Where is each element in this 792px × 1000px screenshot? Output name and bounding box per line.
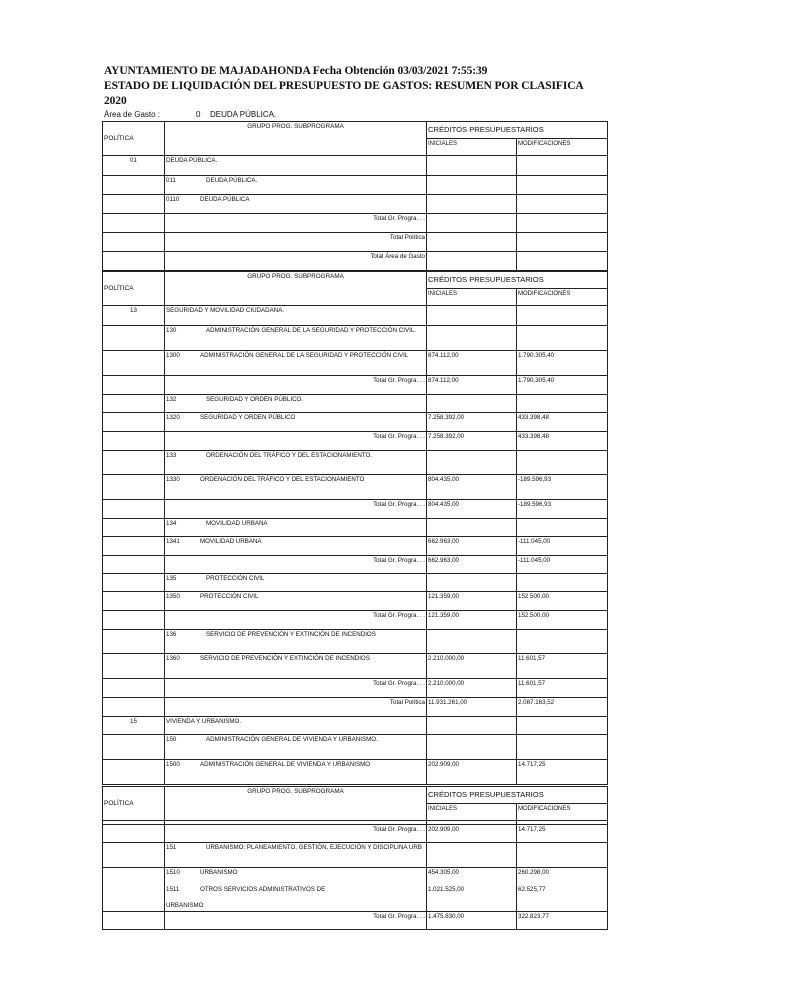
total-gr-progra-label: Total Gr. Progra. . .: [165, 679, 427, 698]
area-gasto: [104, 110, 277, 119]
subprograma-name: SERVICIO DE PREVENCIÓN Y EXTINCIÓN DE INCENDIOS: [200, 655, 370, 662]
table-row: [103, 717, 608, 735]
iniciales-value: 2.210.000,00: [427, 654, 517, 679]
col-header-creditos: CRÉDITOS PRESUPUESTARIOS: [427, 272, 608, 289]
iniciales-value: 121.359,00: [427, 592, 517, 611]
total-modificaciones-value: -189.596,93: [517, 500, 608, 519]
subprograma-code: 1350: [166, 593, 180, 600]
total-iniciales-value: 874.112,00: [427, 376, 517, 395]
report-title-year: 2020: [104, 95, 127, 107]
table-row: [103, 912, 608, 930]
grupo-name: SEGURIDAD Y ORDEN PÚBLICO.: [206, 396, 304, 403]
list-item: [166, 886, 425, 894]
table-row: [103, 500, 608, 519]
modificaciones-value: 152.500,00: [517, 592, 608, 611]
table-row: [103, 654, 608, 679]
total-gr-progra-label: Total Gr. Progra. . .: [165, 214, 427, 233]
col-header-politica: POLÍTICA: [103, 787, 165, 821]
table-row: [103, 574, 608, 592]
table-row: [103, 868, 608, 912]
subprograma-code: 1330: [166, 476, 180, 483]
table-row: [103, 395, 608, 413]
table-row: [103, 233, 608, 252]
grupo-code: 132: [166, 396, 177, 403]
total-iniciales-value: 2.210.000,00: [427, 679, 517, 698]
report-title-line2: ESTADO DE LIQUIDACIÓN DEL PRESUPUESTO DE GASTOS: RESUMEN POR CLASIFICA: [104, 80, 584, 92]
modificaciones-value: 1.790.305,40: [517, 351, 608, 376]
col-header-creditos: CRÉDITOS PRESUPUESTARIOS: [427, 787, 608, 804]
total-iniciales-value: 202.909,00: [427, 825, 517, 843]
col-header-iniciales: INICIALES: [427, 139, 517, 156]
total-politica-iniciales: 11.931.261,00: [427, 698, 517, 717]
grupo-code: 136: [166, 631, 177, 638]
total-politica-label: Total Política: [165, 233, 427, 252]
modificaciones-value: 11.601,57: [517, 654, 608, 679]
total-modificaciones-value: 322.823,77: [517, 912, 608, 930]
grupo-code: 133: [166, 452, 177, 459]
table-row: [103, 519, 608, 537]
table-row: [103, 432, 608, 451]
budget-table-2: [102, 271, 608, 785]
total-politica-modificaciones: 2.087.163,52: [517, 698, 608, 717]
modificaciones-value: 14.717,25: [517, 760, 608, 785]
list-item: [166, 869, 425, 877]
table-row: [103, 195, 608, 214]
col-header-modificaciones: MODIFICACIONES: [517, 289, 608, 306]
table-row: [103, 611, 608, 630]
grupo-name: URBANISMO: PLANEAMIENTO, GESTIÓN, EJECUCIÓN Y DISCIPLINA URB: [206, 844, 422, 851]
grupo-code: 150: [166, 736, 177, 743]
subprograma-code: 0110: [166, 196, 180, 203]
grupo-name: ADMINISTRACIÓN GENERAL DE VIVIENDA Y URBANISMO.: [206, 736, 378, 743]
iniciales-value: 1.021.525,00: [428, 886, 465, 893]
grupo-name: PROTECCIÓN CIVIL: [206, 575, 265, 582]
subprograma-code: 1360: [166, 655, 180, 662]
total-politica-label: Total Política: [165, 698, 427, 717]
total-iniciales-value: 662.963,00: [427, 556, 517, 574]
col-header-iniciales: INICIALES: [427, 289, 517, 306]
subprograma-code: 1511: [166, 886, 180, 893]
table-row: [103, 214, 608, 233]
table-row: [103, 592, 608, 611]
politica-name: SEGURIDAD Y MOVILIDAD CIUDADANA.: [165, 306, 427, 326]
table-row: [103, 306, 608, 326]
total-gr-progra-label: Total Gr. Progra. . .: [165, 912, 427, 930]
total-modificaciones-value: 11.601,57: [517, 679, 608, 698]
grupo-code: 011: [166, 177, 176, 184]
subprograma-code: 1341: [166, 538, 180, 545]
col-header-grupo: GRUPO PROG. SUBPROGRAMA: [165, 272, 427, 306]
col-header-modificaciones: MODIFICACIONES: [517, 139, 608, 156]
budget-table-1: [102, 121, 608, 271]
grupo-name: ADMINISTRACIÓN GENERAL DE LA SEGURIDAD Y PROTECCIÓN CIVIL.: [206, 327, 416, 334]
subprograma-name: ADMINISTRACIÓN GENERAL DE VIVIENDA Y URBANISMO: [200, 761, 371, 768]
politica-code: 13: [103, 306, 165, 326]
table-row: [103, 326, 608, 351]
iniciales-value: 874.112,00: [427, 351, 517, 376]
total-modificaciones-value: 14.717,25: [517, 825, 608, 843]
total-modificaciones-value: -111.045,00: [517, 556, 608, 574]
total-gr-progra-label: Total Gr. Progra. . .: [165, 432, 427, 451]
total-modificaciones-value: 433.398,48: [517, 432, 608, 451]
politica-name: DEUDA PÚBLICA.: [165, 156, 427, 176]
iniciales-value: 662.963,00: [427, 537, 517, 556]
total-modificaciones-value: 1.790.305,40: [517, 376, 608, 395]
modificaciones-value: 62.525,77: [518, 886, 546, 893]
grupo-code: 151: [166, 844, 177, 851]
total-area-gasto-label: Total Área de Gasto: [165, 252, 427, 271]
grupo-name: ORDENACIÓN DEL TRÁFICO Y DEL ESTACIONAMIENTO.: [206, 452, 373, 459]
total-gr-progra-label: Total Gr. Progra. . .: [165, 825, 427, 843]
col-header-modificaciones: MODIFICACIONES: [517, 804, 608, 821]
table-row: [103, 825, 608, 843]
subprograma-name: ORDENACIÓN DEL TRÁFICO Y DEL ESTACIONAMIENTO: [200, 476, 365, 483]
area-gasto-label: Área de Gasto :: [104, 110, 161, 119]
subprograma-name: PROTECCIÓN CIVIL: [200, 593, 259, 600]
subprograma-name: ADMINISTRACIÓN GENERAL DE LA SEGURIDAD Y PROTECCIÓN CIVIL: [200, 352, 409, 359]
grupo-code: 135: [166, 575, 177, 582]
table-row: [103, 630, 608, 654]
total-iniciales-value: 804.435,00: [427, 500, 517, 519]
modificaciones-value: -189.596,93: [517, 475, 608, 500]
col-header-politica: POLÍTICA: [103, 272, 165, 306]
area-gasto-number: 0: [196, 110, 201, 119]
total-gr-progra-label: Total Gr. Progra. . .: [165, 611, 427, 630]
table-row: [103, 156, 608, 176]
iniciales-value: 7.258.392,00: [427, 413, 517, 432]
col-header-grupo: GRUPO PROG. SUBPROGRAMA: [165, 787, 427, 821]
politica-name: VIVIENDA Y URBANISMO.: [165, 717, 427, 735]
table-row: [103, 735, 608, 760]
subprograma-name: OTROS SERVICIOS ADMINISTRATIVOS DE: [200, 886, 326, 893]
table-row: [103, 451, 608, 475]
grupo-name: MOVILIDAD URBANA: [206, 520, 268, 527]
col-header-politica: POLÍTICA: [103, 122, 165, 156]
total-modificaciones-value: 152.500,00: [517, 611, 608, 630]
subprograma-code: 1500: [166, 761, 180, 768]
modificaciones-value: -111.045,00: [517, 537, 608, 556]
modificaciones-value: 433.398,48: [517, 413, 608, 432]
col-header-iniciales: INICIALES: [427, 804, 517, 821]
table-row: [103, 679, 608, 698]
subprograma-name: MOVILIDAD URBANA: [200, 538, 262, 545]
table-row: [103, 475, 608, 500]
table-row: [103, 537, 608, 556]
subprograma-code: 1320: [166, 414, 180, 421]
table-row: [103, 413, 608, 432]
subprograma-code: 1510: [166, 869, 180, 876]
subprograma-name: SEGURIDAD Y ORDEN PÚBLICO: [200, 414, 296, 421]
table-row: [103, 843, 608, 868]
iniciales-value: 202.909,00: [427, 760, 517, 785]
total-gr-progra-label: Total Gr. Progra. . .: [165, 500, 427, 519]
col-header-creditos: CRÉDITOS PRESUPUESTARIOS: [427, 122, 608, 139]
subprograma-code: 1300: [166, 352, 180, 359]
table-row: [103, 176, 608, 195]
subprograma-name: DEUDA PÚBLICA: [200, 196, 250, 203]
grupo-code: 130: [166, 327, 177, 334]
table-row: [103, 376, 608, 395]
total-gr-progra-label: Total Gr. Progra. . .: [165, 556, 427, 574]
politica-code: 15: [103, 717, 165, 735]
table-row: [103, 698, 608, 717]
modificaciones-value: 260.298,00: [518, 869, 549, 876]
subprograma-name: URBANISMO: [200, 869, 238, 876]
col-header-grupo: GRUPO PROG. SUBPROGRAMA: [165, 122, 427, 156]
iniciales-value: 454.305,00: [428, 869, 459, 876]
table-row: [103, 556, 608, 574]
report-title-line1: AYUNTAMIENTO DE MAJADAHONDA Fecha Obtención 03/03/2021 7:55:39: [104, 65, 488, 77]
grupo-code: 134: [166, 520, 177, 527]
politica-code: 01: [103, 156, 165, 176]
table-row: [103, 252, 608, 271]
total-iniciales-value: 121.359,00: [427, 611, 517, 630]
table-row: [103, 351, 608, 376]
table-row: [103, 760, 608, 785]
total-gr-progra-label: Total Gr. Progra. . .: [165, 376, 427, 395]
grupo-name: SERVICIO DE PREVENCIÓN Y EXTINCIÓN DE INCENDIOS: [206, 631, 376, 638]
iniciales-value: 804.435,00: [427, 475, 517, 500]
area-gasto-name: DEUDA PÚBLICA.: [210, 110, 277, 119]
total-iniciales-value: 7.258.392,00: [427, 432, 517, 451]
grupo-name: DEUDA PÚBLICA.: [206, 177, 258, 184]
budget-table-3: [102, 786, 608, 930]
total-iniciales-value: 1.475.830,00: [427, 912, 517, 930]
subprograma-name-continued: URBANISMO: [166, 902, 204, 909]
